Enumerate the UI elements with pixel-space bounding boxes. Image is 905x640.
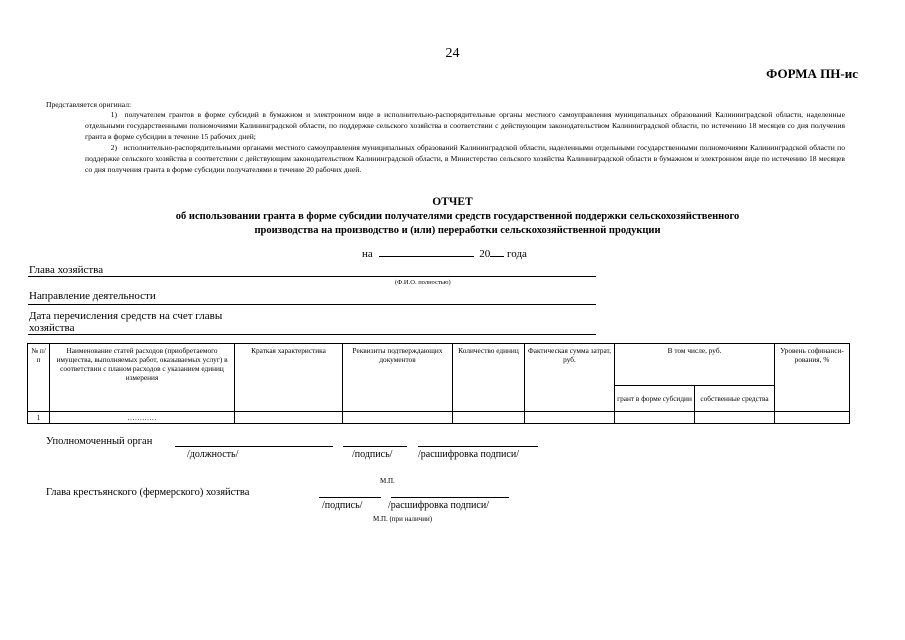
head-label: Глава хозяйства	[29, 264, 104, 276]
header-qty: Количество единиц	[453, 344, 525, 412]
decoding-caption: /расшифровка подписи/	[418, 449, 519, 460]
paragraph-2-number: 2)	[110, 143, 117, 152]
header-level: Уровень софинанси-рования, %	[775, 344, 850, 412]
header-num: № п/п	[28, 344, 50, 412]
date-year: 20	[479, 248, 491, 260]
paragraph-2	[85, 143, 845, 175]
decoding-line-2[interactable]	[391, 497, 509, 498]
direction-line[interactable]	[28, 304, 596, 305]
row-own[interactable]	[695, 412, 775, 424]
transfer-date-label-2: хозяйства	[29, 322, 75, 334]
fio-hint: (Ф.И.О. полностью)	[395, 279, 451, 286]
header-grant: грант в форме субсидии	[615, 386, 695, 412]
paragraph-2-text: исполнительно-распорядительными органами местного самоуправления муниципальных образований Калининградской области, наделенными отдельными государственными полномочиями Калининградской области по поддержке сельского хозяйства в соответствии с действующим законодательством Калининградской области, в Министерство сельского хозяйства Калининградской области в бумажном и электронном виде по истечению 18 месяцев со дня получения гранта в форме субсидии получателями в течение 20 рабочих дней.	[85, 143, 845, 174]
table-row	[28, 412, 850, 424]
row-docs[interactable]	[343, 412, 453, 424]
paragraph-1	[85, 110, 845, 142]
row-actual[interactable]	[525, 412, 615, 424]
header-name: Наименование статей расходов (приобретаемого имущества, выполняемых работ, оказываемых услуг) в соответствии с планом расходов с указанием единиц измерения	[50, 344, 235, 412]
decoding-caption-2: /расшифровка подписи/	[388, 500, 489, 511]
row-brief[interactable]	[235, 412, 343, 424]
report-title: ОТЧЕТ	[432, 196, 473, 208]
page-number: 24	[445, 46, 460, 61]
header-docs: Реквизиты подтверждающих документов	[343, 344, 453, 412]
signature-line-2[interactable]	[319, 497, 381, 498]
direction-label: Направление деятельности	[29, 290, 156, 302]
report-subtitle: об использовании гранта в форме субсидии получателями средств государственной поддержки сельскохозяйственного производства на производство и (или) переработки сельскохозяйственной продукции	[175, 211, 740, 236]
signature-line[interactable]	[343, 446, 407, 447]
signature-caption: /подпись/	[352, 449, 393, 460]
date-line	[362, 248, 527, 260]
row-grant[interactable]	[615, 412, 695, 424]
stamp-place: М.П.	[380, 477, 395, 485]
position-line[interactable]	[175, 446, 333, 447]
date-prefix: на	[362, 248, 373, 260]
header-brief: Краткая характеристика	[235, 344, 343, 412]
position-caption: /должность/	[187, 449, 239, 460]
signature-caption-2: /подпись/	[322, 500, 363, 511]
intro-text: Представляется оригинал:	[46, 100, 132, 109]
row-qty[interactable]	[453, 412, 525, 424]
row-level[interactable]	[775, 412, 850, 424]
report-table	[27, 343, 850, 424]
header-own: собственные средства	[695, 386, 775, 412]
paragraph-1-number: 1)	[110, 110, 117, 119]
decoding-line[interactable]	[418, 446, 538, 447]
transfer-date-line[interactable]	[28, 334, 596, 335]
date-blank[interactable]	[379, 255, 474, 257]
farm-head-label: Глава крестьянского (фермерского) хозяйства	[46, 487, 250, 498]
header-actual: Фактическая сумма затрат, руб.	[525, 344, 615, 412]
header-including: В том числе, руб.	[615, 344, 775, 386]
form-code: ФОРМА ПН-ис	[766, 66, 858, 81]
row-name[interactable]: …………	[50, 412, 235, 424]
transfer-date-label-1: Дата перечисления средств на счет главы	[29, 310, 223, 322]
date-suffix: года	[507, 248, 527, 260]
row-num: 1	[28, 412, 50, 424]
head-line[interactable]	[28, 276, 596, 277]
authorized-label: Уполномоченный орган	[46, 436, 153, 447]
stamp-if-any: М.П. (при наличии)	[373, 515, 433, 523]
year-blank[interactable]	[490, 255, 504, 257]
paragraph-1-text: получателем грантов в форме субсидий в бумажном и электронном виде в исполнительно-распорядительные органы местного самоуправления муниципальных образований Калининградской области, наделенные отдельными государственными полномочиями Калининградской области, по поддержке сельского хозяйства в соответствии с действующим законодательством Калининградской области, по истечению 18 месяцев со дня получения гранта в форме субсидии в течение 15 рабочих дней;	[85, 110, 845, 141]
